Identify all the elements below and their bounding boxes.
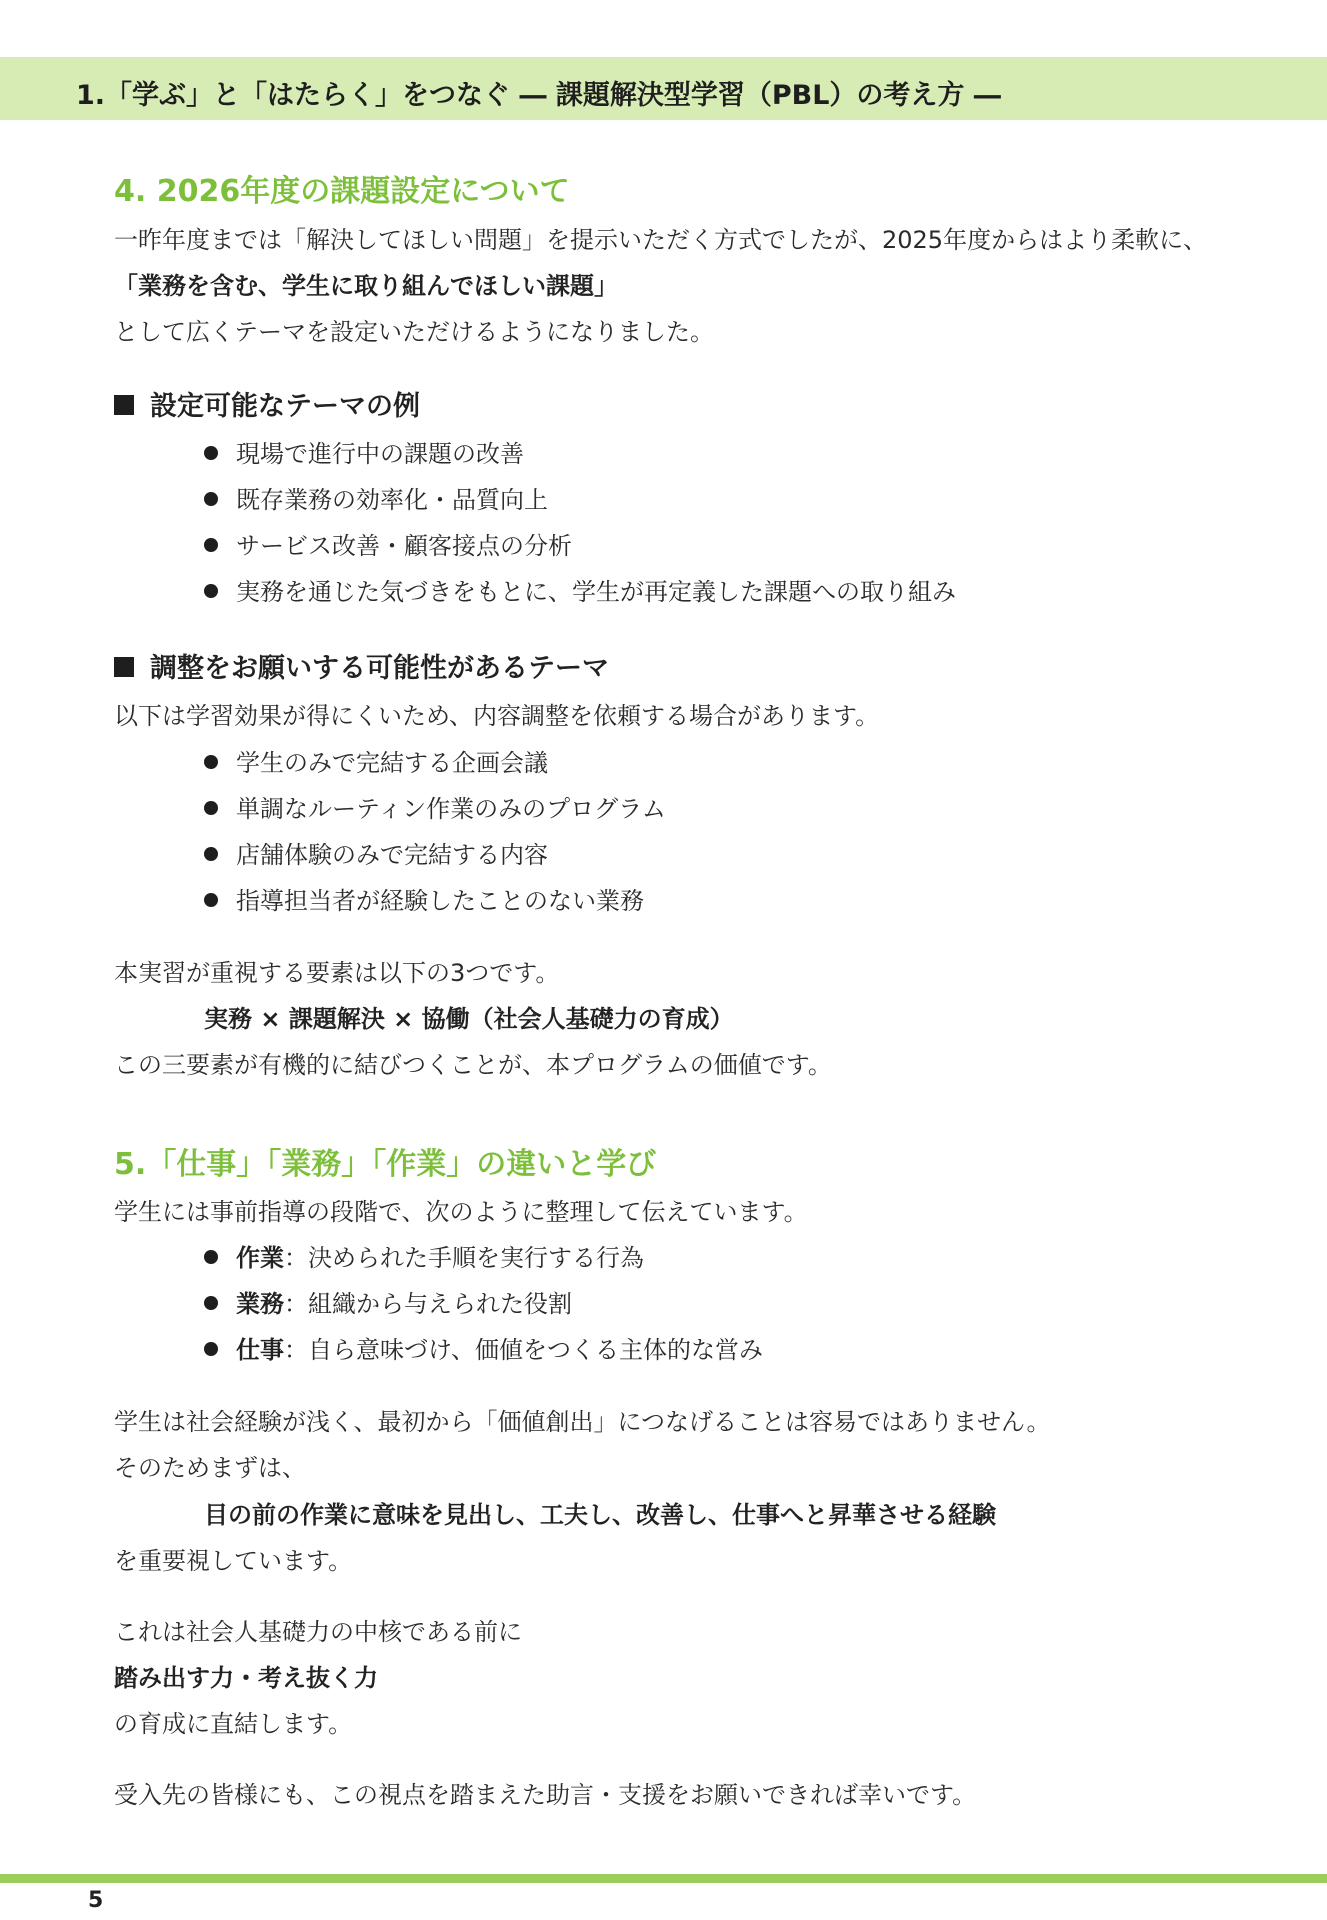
- emphasis-1: 目の前の作業に意味を見出し、工夫し、改善し、仕事へと昇華させる経験: [204, 1501, 996, 1529]
- bullet-icon: [204, 492, 218, 506]
- para1-line-2: そのためまずは、: [114, 1454, 306, 1482]
- definition-item: [204, 1238, 644, 1273]
- bullet-icon: [204, 584, 218, 598]
- page-number: 5: [88, 1888, 104, 1913]
- elements-emphasis: 実務 × 課題解決 × 協働（社会人基礎力の育成）: [204, 1005, 734, 1033]
- definition-item: [204, 1330, 763, 1365]
- emphasis-2: 踏み出す力・考え抜く力: [114, 1664, 378, 1692]
- bullet-icon: [204, 1296, 218, 1310]
- list-item: 単調なルーティン作業のみのプログラム: [204, 789, 666, 824]
- list-item: 店舗体験のみで完結する内容: [204, 835, 548, 870]
- section-5-heading: 5.「仕事」「業務」「作業」の違いと学び: [114, 1147, 657, 1182]
- bullet-icon: [204, 893, 218, 907]
- bullet-icon: [204, 847, 218, 861]
- section-4-intro-line-1: 一昨年度までは「解決してほしい問題」を提示いただく方式でしたが、2025年度からはより柔軟に、: [114, 226, 1208, 254]
- elements-outro: この三要素が有機的に結びつくことが、本プログラムの価値です。: [114, 1051, 832, 1079]
- square-icon: [114, 657, 134, 677]
- bullet-icon: [204, 538, 218, 552]
- section-4-heading: 4. 2026年度の課題設定について: [114, 174, 570, 209]
- list-item: 指導担当者が経験したことのない業務: [204, 881, 644, 916]
- section-4-intro-line-3: として広くテーマを設定いただけるようになりました。: [114, 318, 714, 346]
- elements-intro: 本実習が重視する要素は以下の3つです。: [114, 959, 560, 987]
- definition-term: 仕事: [236, 1336, 284, 1364]
- bullet-icon: [204, 801, 218, 815]
- list-item: サービス改善・顧客接点の分析: [204, 526, 572, 561]
- bullet-icon: [204, 755, 218, 769]
- possible-themes-heading: 設定可能なテーマの例: [114, 384, 420, 423]
- definition-desc: ：自ら意味づけ、価値をつくる主体的な営み: [284, 1336, 764, 1364]
- definition-item: [204, 1284, 572, 1319]
- definition-term: 作業: [236, 1244, 284, 1272]
- bullet-icon: [204, 446, 218, 460]
- list-item: 既存業務の効率化・品質向上: [204, 480, 548, 515]
- bullet-icon: [204, 1250, 218, 1264]
- section-4-intro-line-2: 「業務を含む、学生に取り組んでほしい課題」: [114, 272, 618, 300]
- list-item: 現場で進行中の課題の改善: [204, 434, 524, 469]
- para1-line-1: 学生は社会経験が浅く、最初から「価値創出」につなげることは容易ではありません。: [114, 1408, 1051, 1436]
- definition-desc: ：組織から与えられた役割: [284, 1290, 572, 1318]
- closing: 受入先の皆様にも、この視点を踏まえた助言・支援をお願いできれば幸いです。: [114, 1781, 977, 1809]
- para2-end: の育成に直結します。: [114, 1710, 353, 1738]
- adjust-themes-note: 以下は学習効果が得にくいため、内容調整を依頼する場合があります。: [114, 702, 880, 730]
- bullet-icon: [204, 1342, 218, 1356]
- list-item: 実務を通じた気づきをもとに、学生が再定義した課題への取り組み: [204, 572, 956, 607]
- para1-end: を重要視しています。: [114, 1547, 353, 1575]
- list-item: 学生のみで完結する企画会議: [204, 743, 548, 778]
- para2-start: これは社会人基礎力の中核である前に: [114, 1618, 522, 1646]
- definition-term: 業務: [236, 1290, 284, 1318]
- definition-desc: ：決められた手順を実行する行為: [284, 1244, 644, 1272]
- section-5-intro: 学生には事前指導の段階で、次のように整理して伝えています。: [114, 1198, 808, 1226]
- footer-bar: [0, 1874, 1327, 1883]
- page-title: 1.「学ぶ」と「はたらく」をつなぐ ― 課題解決型学習（PBL）の考え方 ―: [76, 80, 1001, 111]
- adjust-themes-heading: 調整をお願いする可能性があるテーマ: [114, 646, 609, 685]
- square-icon: [114, 395, 134, 415]
